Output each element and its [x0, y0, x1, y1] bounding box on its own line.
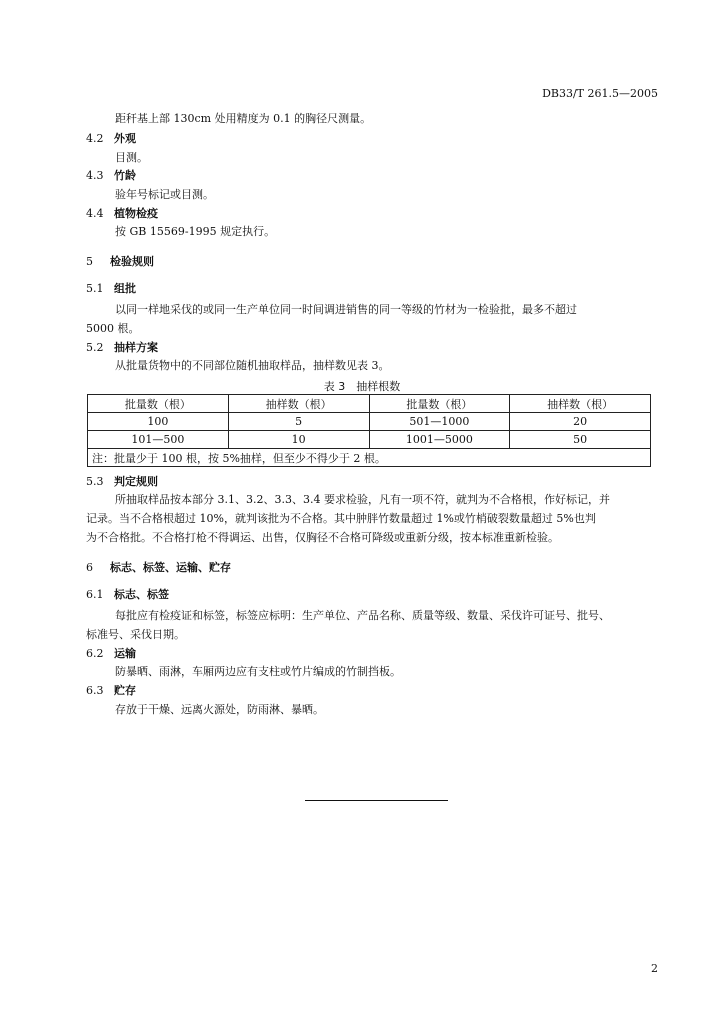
section-heading [86, 587, 169, 603]
table-cell: 50 [510, 431, 651, 449]
section-title: 抽样方案 [114, 341, 158, 354]
table-cell: 5 [228, 413, 369, 431]
chapter-title: 检验规则 [110, 255, 154, 268]
section-title: 运输 [114, 647, 136, 660]
chapter-heading [86, 560, 231, 576]
table-cell: 1001—5000 [369, 431, 510, 449]
table-header-row [88, 395, 651, 413]
section-title: 判定规则 [114, 475, 158, 488]
section-title: 植物检疫 [114, 207, 158, 220]
table-cell: 100 [88, 413, 229, 431]
table-header-cell: 批量数（根） [88, 395, 229, 413]
table-row [88, 413, 651, 431]
section-heading [86, 683, 136, 699]
section-number: 6.1 [86, 588, 104, 601]
chapter-title: 标志、标签、运输、贮存 [110, 561, 231, 574]
section-heading [86, 131, 136, 147]
table-cell: 501—1000 [369, 413, 510, 431]
section-number: 4.3 [86, 169, 104, 182]
chapter-number: 5 [86, 255, 93, 268]
standard-number: DB33/T 261.5—2005 [542, 87, 658, 100]
section-heading [86, 168, 136, 184]
body-text: 验年号标记或目测。 [115, 188, 214, 201]
table-note-row [88, 449, 651, 467]
section-number: 6.3 [86, 684, 104, 697]
body-text: 防暴晒、雨淋，车厢两边应有支柱或竹片编成的竹制挡板。 [115, 665, 401, 678]
section-heading [86, 474, 158, 490]
table-cell: 101—500 [88, 431, 229, 449]
body-text: 存放于干燥、远离火源处，防雨淋、暴晒。 [115, 703, 324, 716]
body-text: 按 GB 15569-1995 规定执行。 [115, 225, 276, 238]
section-heading [86, 206, 158, 222]
end-rule-divider [305, 800, 448, 801]
table-caption: 表 3 抽样根数 [323, 380, 401, 393]
section-number: 6.2 [86, 647, 104, 660]
section-title: 竹龄 [114, 169, 136, 182]
body-text: 从批量货物中的不同部位随机抽取样品，抽样数见表 3。 [115, 359, 390, 372]
table-row [88, 431, 651, 449]
page-number: 2 [651, 962, 658, 975]
chapter-number: 6 [86, 561, 93, 574]
section-title: 外观 [114, 132, 136, 145]
table-note: 注：批量少于 100 根，按 5%抽样，但至少不得少于 2 根。 [88, 449, 651, 467]
body-text: 距秆基上部 130cm 处用精度为 0.1 的胸径尺测量。 [115, 112, 372, 125]
table-header-cell: 批量数（根） [369, 395, 510, 413]
body-text: 目测。 [115, 151, 148, 164]
body-text: 所抽取样品按本部分 3.1、3.2、3.3、3.4 要求检验，凡有一项不符，就判为不合格根，作好标记，并 [115, 493, 610, 506]
section-number: 4.4 [86, 207, 104, 220]
section-heading [86, 646, 136, 662]
table-header-cell: 抽样数（根） [510, 395, 651, 413]
section-title: 贮存 [114, 684, 136, 697]
body-text: 5000 根。 [86, 322, 140, 335]
table-header-cell: 抽样数（根） [228, 395, 369, 413]
section-heading [86, 281, 136, 297]
body-text: 标准号、采伐日期。 [86, 628, 185, 641]
sampling-table [87, 394, 651, 467]
body-text: 记录。当不合格根超过 10%，就判该批为不合格。其中肿胖竹数量超过 1%或竹梢破裂数量超过 5%也判 [86, 512, 596, 525]
body-text: 为不合格批。不合格打枪不得调运、出售，仅胸径不合格可降级或重新分级，按本标准重新检验。 [86, 531, 559, 544]
table-cell: 20 [510, 413, 651, 431]
section-heading [86, 340, 158, 356]
section-title: 组批 [114, 282, 136, 295]
table-cell: 10 [228, 431, 369, 449]
section-number: 5.3 [86, 475, 104, 488]
section-title: 标志、标签 [114, 588, 169, 601]
body-text: 以同一样地采伐的或同一生产单位同一时间调进销售的同一等级的竹材为一检验批，最多不超过 [115, 303, 577, 316]
section-number: 5.2 [86, 341, 104, 354]
section-number: 5.1 [86, 282, 104, 295]
body-text: 每批应有检疫证和标签，标签应标明：生产单位、产品名称、质量等级、数量、采伐许可证号、批号、 [115, 609, 610, 622]
chapter-heading [86, 254, 154, 270]
section-number: 4.2 [86, 132, 104, 145]
